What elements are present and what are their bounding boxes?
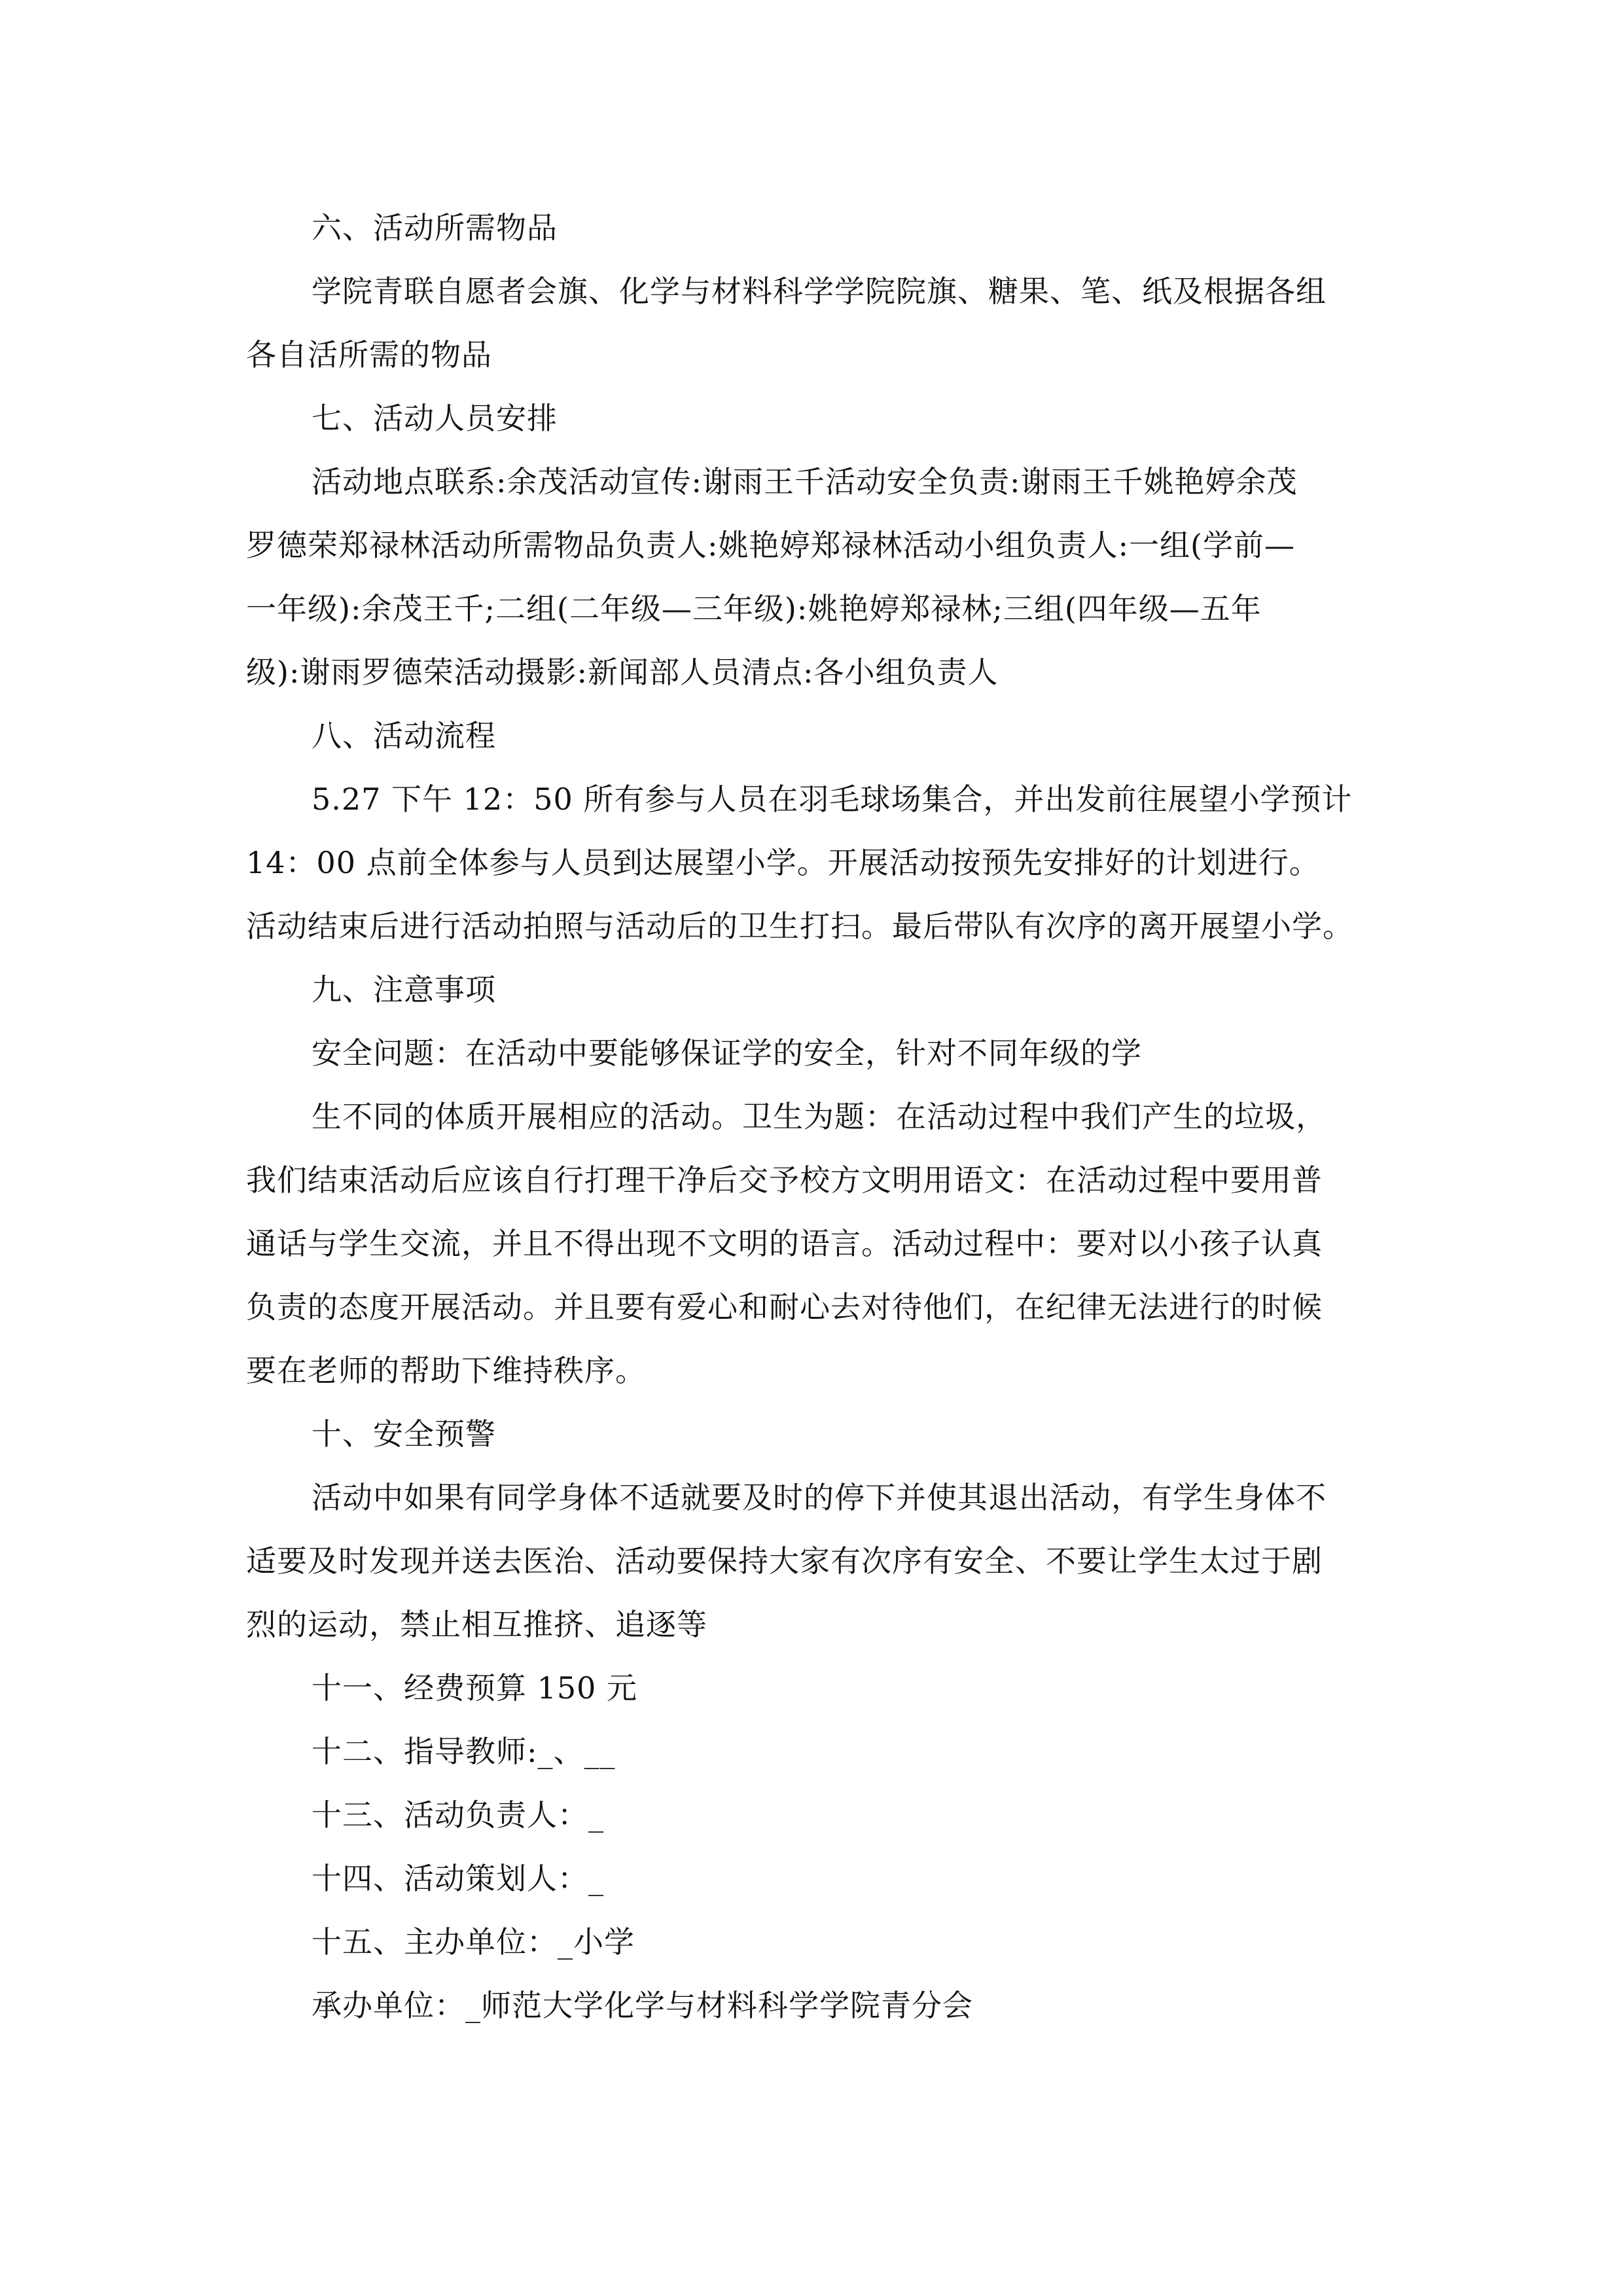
section-7-line-3: 一年级):余茂王千;二组(二年级—三年级):姚艳婷郑禄林;三组(四年级—五年 — [246, 591, 1262, 626]
section-10-line-2: 适要及时发现并送去医治、活动要保持大家有次序有安全、不要让学生太过于剧 — [246, 1543, 1323, 1579]
section-9-heading: 九、注意事项 — [312, 972, 496, 1007]
section-8-line-2: 14：00 点前全体参与人员到达展望小学。开展活动按预先安排好的计划进行。 — [246, 845, 1320, 880]
section-8-line-3: 活动结束后进行活动拍照与活动后的卫生打扫。最后带队有次序的离开展望小学。 — [246, 908, 1353, 944]
section-6-line-1: 学院青联自愿者会旗、化学与材料科学学院院旗、糖果、笔、纸及根据各组 — [312, 274, 1327, 309]
section-8-line-1: 5.27 下午 12：50 所有参与人员在羽毛球场集合，并出发前往展望小学预计 — [312, 781, 1353, 817]
section-6-line-2: 各自活所需的物品 — [246, 337, 492, 372]
section-7-line-4: 级):谢雨罗德荣活动摄影:新闻部人员清点:各小组负责人 — [246, 655, 999, 690]
budget-item: 十一、经费预算 150 元 — [312, 1670, 638, 1706]
section-10-line-1: 活动中如果有同学身体不适就要及时的停下并使其退出活动，有学生身体不 — [312, 1480, 1327, 1515]
section-10-line-3: 烈的运动，禁止相互推挤、追逐等 — [246, 1607, 707, 1642]
section-9-line-5: 要在老师的帮助下维持秩序。 — [246, 1353, 646, 1388]
organizer-item: 承办单位：_师范大学化学与材料科学学院青分会 — [312, 1988, 973, 2023]
section-7-line-1: 活动地点联系:余茂活动宣传:谢雨王千活动安全负责:谢雨王千姚艳婷余茂 — [312, 464, 1298, 499]
section-7-line-2: 罗德荣郑禄林活动所需物品负责人:姚艳婷郑禄林活动小组负责人:一组(学前— — [246, 528, 1295, 563]
section-9-line-1: 生不同的体质开展相应的活动。卫生为题：在活动过程中我们产生的垃圾， — [312, 1099, 1327, 1134]
section-9-line-4: 负责的态度开展活动。并且要有爱心和耐心去对待他们，在纪律无法进行的时候 — [246, 1289, 1323, 1325]
section-9-line-2: 我们结束活动后应该自行打理干净后交予校方文明用语文：在活动过程中要用普 — [246, 1162, 1323, 1198]
section-8-heading: 八、活动流程 — [312, 718, 496, 753]
teacher-item: 十二、指导教师:_、__ — [312, 1734, 616, 1769]
section-7-heading: 七、活动人员安排 — [312, 401, 558, 436]
host-item: 十五、主办单位：_小学 — [312, 1924, 635, 1960]
section-9-intro: 安全问题：在活动中要能够保证学的安全，针对不同年级的学 — [312, 1035, 1142, 1071]
document-content — [246, 196, 1390, 2037]
planner-item: 十四、活动策划人：_ — [312, 1861, 604, 1896]
section-9-line-3: 通话与学生交流，并且不得出现不文明的语言。活动过程中：要对以小孩子认真 — [246, 1226, 1323, 1261]
section-10-heading: 十、安全预警 — [312, 1416, 496, 1452]
leader-item: 十三、活动负责人：_ — [312, 1797, 604, 1833]
section-6-heading: 六、活动所需物品 — [312, 210, 558, 245]
